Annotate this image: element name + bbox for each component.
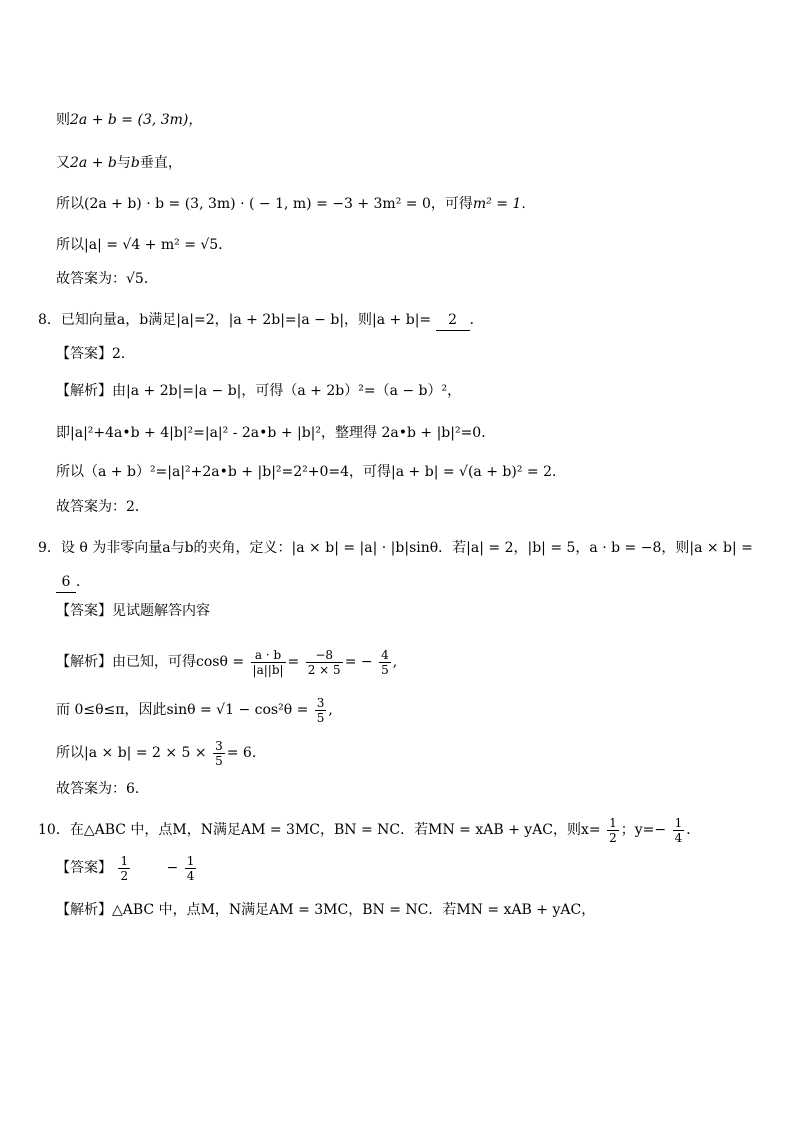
text: 所以 — [56, 196, 84, 212]
denominator: |a||b| — [252, 662, 284, 677]
question-9-final — [56, 779, 149, 799]
text: − — [654, 822, 667, 838]
numerator: 3 — [215, 738, 223, 753]
fraction — [315, 696, 327, 725]
fraction — [251, 648, 286, 677]
math-expression: 所以（a + b）²=|a|²+2a•b + |b|²=2²+0=4，可得|a + b| = √(a + b)² = 2． — [56, 464, 566, 480]
math-expression: = 6． — [226, 745, 266, 761]
text: 又 — [56, 155, 70, 171]
text: ． — [686, 822, 701, 838]
question-8-final — [56, 497, 149, 517]
math-expression: b — [130, 155, 140, 171]
text: 故答案为：6． — [56, 781, 149, 797]
text: 垂直， — [139, 155, 182, 171]
numerator: 4 — [381, 647, 389, 662]
numerator: 1 — [120, 853, 129, 868]
denominator: 5 — [316, 710, 325, 725]
answer-blank: 6 — [56, 572, 76, 593]
solution-line-3 — [56, 194, 535, 214]
question-9-stem — [38, 538, 753, 558]
fraction — [118, 854, 130, 883]
solution-line-2 — [56, 153, 182, 173]
math-expression: 10．在△ABC 中，点M，N满足AM = 3MC，BN = NC．若MN = xAB + yAC，则x= — [38, 822, 601, 838]
math-expression: |a| = √4 + m² = √5． — [84, 237, 233, 253]
math-expression: 所以|a × b| = 2 × 5 × — [56, 745, 207, 761]
analysis-label: 【解析】 — [56, 383, 112, 399]
fraction — [185, 854, 197, 883]
answer-blank-x — [607, 816, 619, 845]
text: ，可得 — [430, 196, 473, 212]
denominator: 2 — [120, 868, 129, 883]
solution-final-answer — [56, 269, 158, 289]
denominator: 5 — [381, 662, 389, 677]
question-9-blank-line — [56, 572, 90, 593]
math-expression: 【解析】△ABC 中，点M，N满足AM = 3MC，BN = NC．若MN = xAB + yAC， — [56, 902, 596, 918]
math-expression: = − — [344, 654, 373, 670]
text: − — [166, 860, 179, 876]
solution-line-1 — [56, 110, 202, 130]
question-10-stem — [38, 812, 700, 848]
numerator: a · b — [251, 648, 286, 663]
math-expression: 9．设 θ 为非零向量a与b的夹角，定义：|a × b| = |a| · |b|sinθ．若|a| = 2，|b| = 5，a · b = −8，则|a × b| = — [38, 540, 753, 556]
numerator: 1 — [609, 815, 617, 830]
denominator: 2 × 5 — [307, 662, 341, 677]
text: 则 — [56, 112, 70, 128]
denominator: 5 — [215, 753, 223, 768]
text: ；y= — [620, 822, 655, 838]
numerator: −8 — [306, 648, 343, 663]
math-expression: 而 0≤θ≤π，因此sinθ = √1 − cos²θ = — [56, 702, 309, 718]
denominator: 4 — [186, 868, 195, 883]
text: 故答案为：√5． — [56, 271, 158, 287]
text: 所以 — [56, 237, 84, 253]
solution-line-4 — [56, 235, 232, 255]
question-8-analysis-1 — [56, 381, 461, 401]
question-10-answer — [56, 848, 198, 888]
fraction — [306, 648, 343, 677]
denominator: 4 — [674, 830, 683, 845]
question-9-analysis-3 — [56, 735, 266, 771]
answer-text: 【答案】见试题解答内容 — [56, 603, 210, 619]
question-number: 8．已知向量 — [38, 312, 117, 328]
math-expression: (2a + b) · b = (3, 3m) · ( − 1, m) = −3 + 3m² = 0 — [84, 196, 431, 212]
analysis-label: 【解析】 — [56, 654, 112, 670]
answer-label: 【答案】 — [56, 860, 112, 876]
answer-blank: 2 — [436, 310, 470, 331]
math-expression: 即|a|²+4a•b + 4|b|²=|a|² - 2a•b + |b|²，整理得 2a•b + |b|²=0． — [56, 425, 496, 441]
math-expression: a，b满足|a|=2，|a + 2b|=|a − b|，则|a + b|= — [116, 312, 432, 328]
fraction — [213, 739, 225, 768]
numerator: 3 — [316, 695, 325, 710]
question-10-analysis — [56, 900, 595, 920]
question-9-answer — [56, 601, 210, 621]
text: 与 — [116, 155, 131, 171]
numerator: 1 — [674, 815, 683, 830]
denominator: 2 — [609, 830, 617, 845]
question-9-analysis-2: 而 0≤θ≤π，因此sinθ = √1 − cos²θ = $\frac{3}{5}$ , — [56, 695, 333, 725]
answer-blank-y — [673, 816, 685, 845]
question-8-stem — [38, 310, 484, 331]
answer-text: 【答案】2． — [56, 346, 135, 362]
text: 故答案为：2． — [56, 499, 149, 515]
question-8-analysis-2 — [56, 423, 495, 443]
math-expression: 2a + b — [70, 155, 117, 171]
question-8-answer — [56, 344, 135, 364]
fraction — [379, 648, 391, 677]
question-8-analysis-3 — [56, 462, 566, 482]
math-expression: 由|a + 2b|=|a − b|，可得（a + 2b）²=（a − b）²， — [112, 383, 462, 399]
text: ． — [76, 574, 90, 590]
numerator: 1 — [186, 853, 195, 868]
math-expression: 由已知，可得cosθ = — [112, 654, 245, 670]
text: ． — [469, 312, 484, 328]
math-expression: 2a + b = (3, 3m)， — [70, 112, 203, 128]
question-9-analysis-1: 【解析】由已知，可得cosθ = $\frac{a \cdot b}{|a||b|}$ = $\frac{-8}{2 \times 5}$ = − $\frac{4}{5}$ , — [56, 647, 398, 677]
math-expression: m² = 1． — [472, 196, 536, 212]
